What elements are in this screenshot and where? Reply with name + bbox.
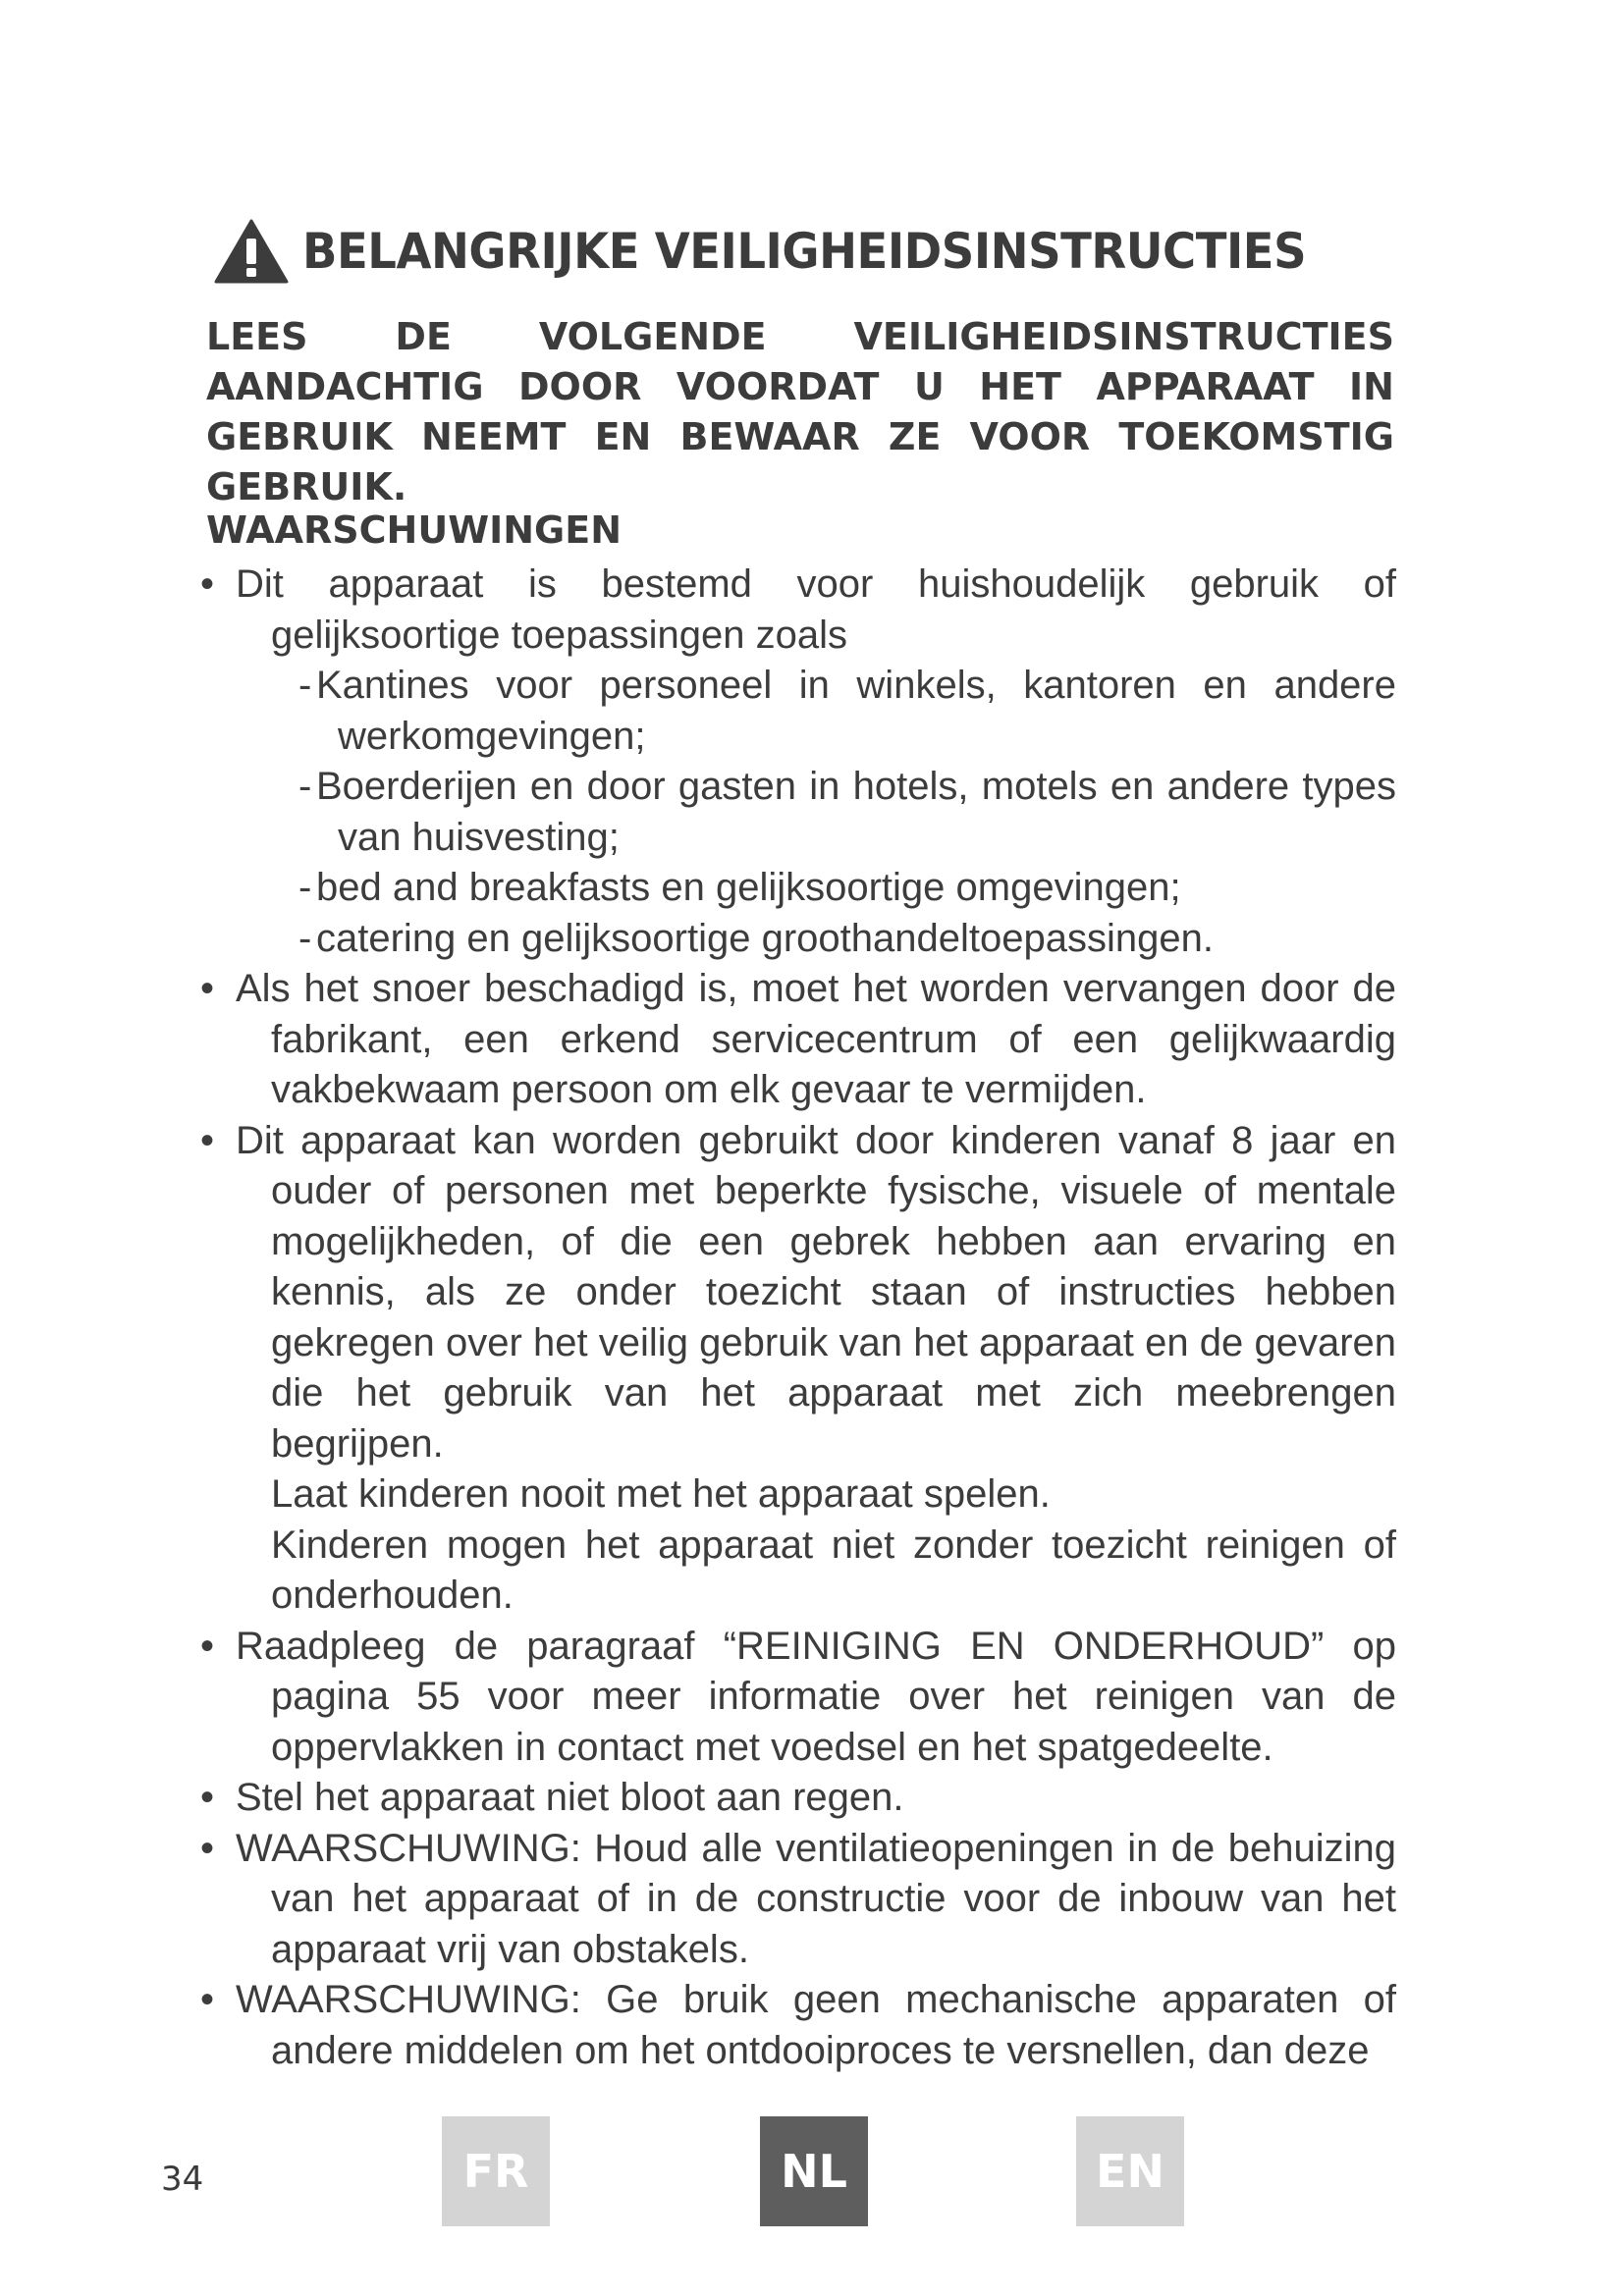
sub-list-item-text: Boerderijen en door gasten in hotels, motels en andere types van huisvesting; (316, 765, 1396, 859)
list-item: • Dit apparaat is bestemd voor huishoudelijk gebruik of gelijksoortige toepassingen zoals (200, 560, 1396, 661)
page-number: 34 (161, 2160, 204, 2199)
title-row (214, 212, 1392, 291)
sub-list-item (200, 762, 1396, 863)
sub-list-item-text: Kantines voor personeel in winkels, kantoren en andere werkomgevingen; (316, 664, 1396, 758)
sub-list-item (200, 863, 1396, 914)
sub-list-item-text: bed and breakfasts en gelijksoortige omgevingen; (316, 866, 1181, 909)
list-item: • WAARSCHUWING: Ge bruik geen mechanische apparaten of andere middelen om het ontdooiproces te versnellen, dan deze (200, 1975, 1396, 2076)
language-tab-en: EN (1076, 2116, 1184, 2226)
dash-marker: - (298, 664, 312, 707)
list-item: • WAARSCHUWING: Houd alle ventilatieopeningen in de behuizing van het apparaat of in de constructie voor de inbouw van het apparaat vrij van obstakels. (200, 1824, 1396, 1976)
warnings-list (200, 560, 1396, 2076)
language-tab-fr: FR (442, 2116, 550, 2226)
language-tab-nl: NL (760, 2116, 868, 2226)
sub-list-item (200, 661, 1396, 762)
intro-instruction: LEES DE VOLGENDE VEILIGHEIDSINSTRUCTIES AANDACHTIG DOOR VOORDAT U HET APPARAAT IN GEBRUIK NEEMT EN BEWAAR ZE VOOR TOEKOMSTIG GEBRUIK. (206, 315, 1394, 508)
list-item: • Stel het apparaat niet bloot aan regen. (200, 1773, 1396, 1824)
dash-marker: - (298, 916, 312, 960)
warning-triangle-icon (214, 219, 289, 284)
sub-list-item-text: catering en gelijksoortige groothandeltoepassingen. (316, 916, 1214, 960)
dash-marker: - (298, 866, 312, 909)
section-heading-warnings: WAARSCHUWINGEN (206, 508, 623, 552)
sub-list-item (200, 914, 1396, 965)
list-item: • Dit apparaat kan worden gebruikt door kinderen vanaf 8 jaar en ouder of personen met beperkte fysische, visuele of mentale mogelijkheden, of die een gebrek hebben aan ervaring en kennis, als ze onder toezicht staan of instructies hebben gekregen over het veilig gebruik van het apparaat en de gevaren die het gebruik van het apparaat met zich meebrengen begrijpen. (200, 1116, 1396, 1470)
list-item-paragraph: Laat kinderen nooit met het apparaat spelen. (271, 1472, 1051, 1516)
list-item: • Als het snoer beschadigd is, moet het worden vervangen door de fabrikant, een erkend servicecentrum of een gelijkwaardig vakbekwaam persoon om elk gevaar te vermijden. (200, 964, 1396, 1116)
list-item: • Raadpleeg de paragraaf “REINIGING EN ONDERHOUD” op pagina 55 voor meer informatie over het reinigen van de oppervlakken in contact met voedsel en het spatgedeelte. (200, 1622, 1396, 1774)
page-title: BELANGRIJKE VEILIGHEIDSINSTRUCTIES (302, 223, 1307, 280)
list-item-paragraph: Kinderen mogen het apparaat niet zonder toezicht reinigen of onderhouden. (271, 1522, 1396, 1617)
dash-marker: - (298, 765, 312, 808)
